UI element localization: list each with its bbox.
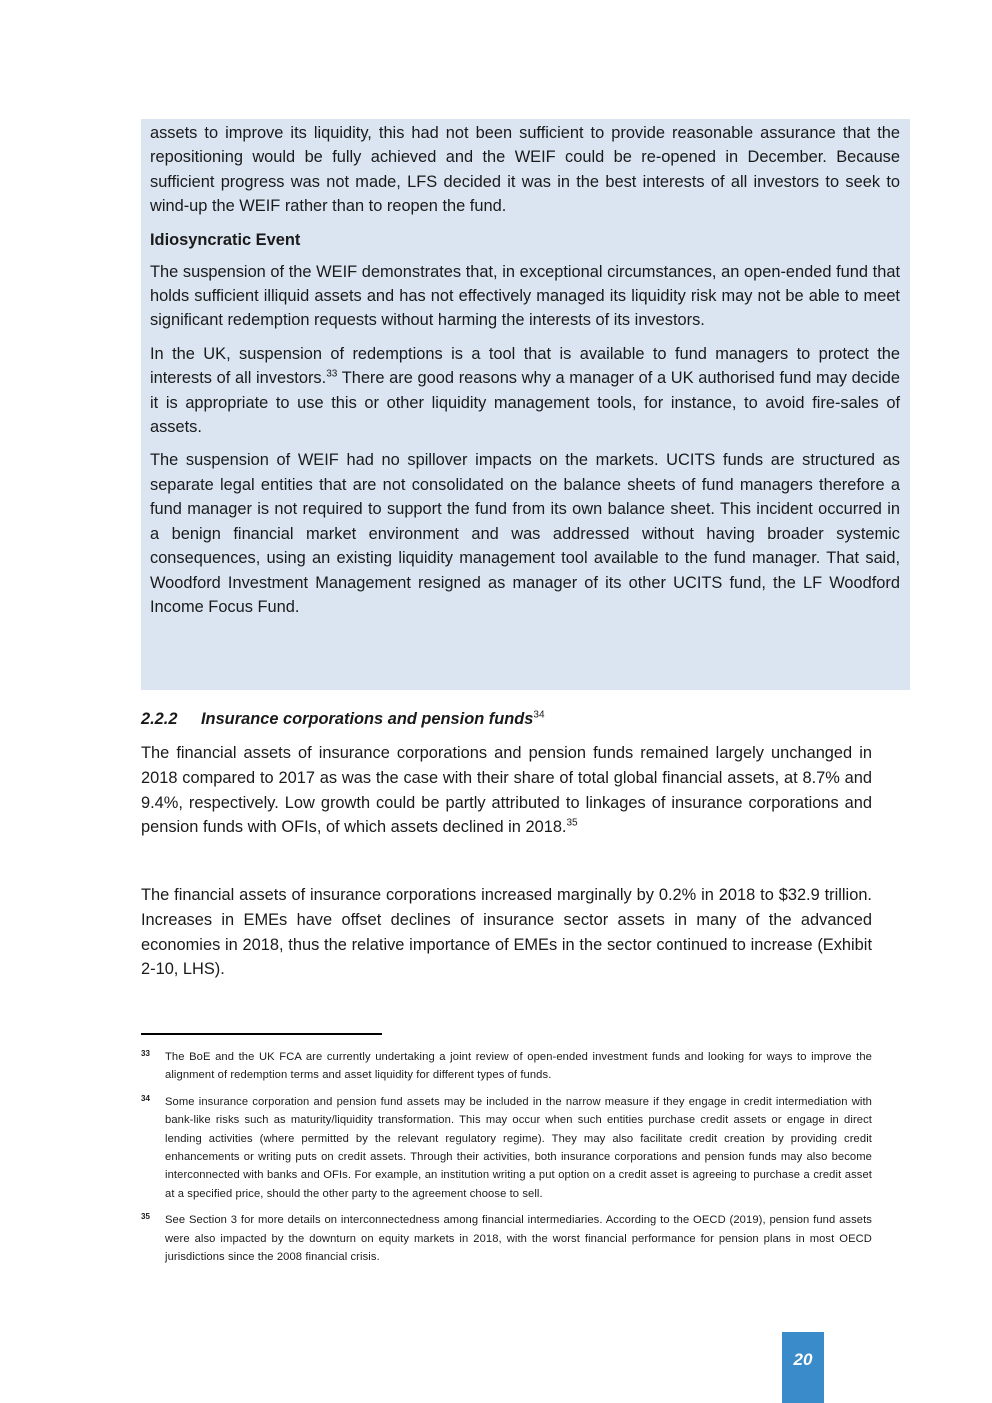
footnote-text: The BoE and the UK FCA are currently undertaking a joint review of open-ended investment funds and looking for ways to improve the alignment of redemption terms and asset liquidity for different types of funds. xyxy=(165,1051,872,1082)
box-paragraph-3 xyxy=(150,342,900,440)
footnote-ref-33[interactable]: 33 xyxy=(326,368,338,380)
body-paragraph-1 xyxy=(141,741,872,840)
footnote-text: See Section 3 for more details on interconnectedness among financial intermediaries. According to the OECD (2019), pension fund assets were also impacted by the downturn on equity markets in 2018, with the worst financial performance for pension plans in most OECD jurisdictions since the 2008 financial crisis. xyxy=(165,1214,872,1264)
footnote-35 xyxy=(141,1211,872,1266)
box-paragraph-3-text-b: There are good reasons why a manager of a UK authorised fund may decide it is appropriate to use this or other liquidity management tools, for instance, to avoid fire-sales of assets. xyxy=(150,369,900,437)
section-number: 2.2.2 xyxy=(141,710,178,728)
body-paragraph-1-block xyxy=(141,741,872,840)
footnote-separator xyxy=(141,1033,382,1035)
box-paragraph-4: The suspension of WEIF had no spillover impacts on the markets. UCITS funds are structured as separate legal entities that are not consolidated on the balance sheets of fund managers therefore a fund manager is not required to support the fund from its own balance sheet. This incident occurred in a benign financial market environment and was addressed without having broader systemic consequences, using an existing liquidity management tool available to the fund manager. That said, Woodford Investment Management resigned as manager of its other UCITS fund, the LF Woodford Income Focus Fund. xyxy=(150,451,900,616)
footnote-ref-35[interactable]: 35 xyxy=(566,817,578,829)
footnote-34 xyxy=(141,1093,872,1203)
section-heading xyxy=(141,706,545,732)
box-paragraph-3-text-a: In the UK, suspension of redemptions is a tool that is available to fund managers to protect the interests of all investors. xyxy=(150,344,900,388)
body-paragraph-2: The financial assets of insurance corporations increased marginally by 0.2% in 2018 to $32.9 trillion. Increases in EMEs have offset declines of insurance sector assets in many of the advanced economies in 2018, thus the relative importance of EMEs in the sector continued to increase (Exhibit 2-10, LHS). xyxy=(141,886,872,979)
box-subheading: Idiosyncratic Event xyxy=(150,230,301,249)
box-paragraph-1: assets to improve its liquidity, this had not been sufficient to provide reasonable assurance that the repositioning would be fully achieved and the WEIF could be re-opened in December. Because sufficient progress was not made, LFS decided it was in the best interests of all investors to seek to wind-up the WEIF rather than to reopen the fund. xyxy=(150,124,900,216)
page-number: 20 xyxy=(782,1332,824,1403)
footnote-mark: 35 xyxy=(141,1212,150,1222)
footnote-33 xyxy=(141,1048,872,1085)
footnote-ref-34[interactable]: 34 xyxy=(533,709,545,721)
footnotes xyxy=(141,1048,872,1274)
footnote-mark: 33 xyxy=(141,1049,150,1058)
section-title: Insurance corporations and pension funds xyxy=(201,710,534,728)
footnote-text: Some insurance corporation and pension fund assets may be included in the narrow measure if they engage in credit intermediation with bank-like risks such as maturity/liquidity transformation. This may occur when such entities purchase credit assets or engage in direct lending activities (where permitted by the relevant regulatory regime). They may also facilitate credit creation by providing credit enhancements or writing puts on credit assets. Through their activities, both insurance corporations and pension funds may also become interconnected with banks and OFIs. For example, an institution writing a put option on a credit asset is agreeing to purchase a credit asset at a specified price, should the other party to the agreement choose to sell. xyxy=(165,1095,872,1200)
box-paragraph-2: The suspension of the WEIF demonstrates that, in exceptional circumstances, an open-ended fund that holds sufficient illiquid assets and has not effectively managed its liquidity risk may not be able to meet significant redemption requests without harming the interests of its investors. xyxy=(150,262,900,330)
case-study-box xyxy=(141,119,910,690)
body-paragraph-2-block xyxy=(141,883,872,982)
footnote-mark: 34 xyxy=(141,1093,150,1103)
body-paragraph-1-text: The financial assets of insurance corporations and pension funds remained largely unchanged in 2018 compared to 2017 as was the case with their share of total global financial assets, at 8.7% and 9.4%, respectively. Low growth could be partly attributed to linkages of insurance corporations and pension funds with OFIs, of which assets declined in 2018. xyxy=(141,744,872,837)
